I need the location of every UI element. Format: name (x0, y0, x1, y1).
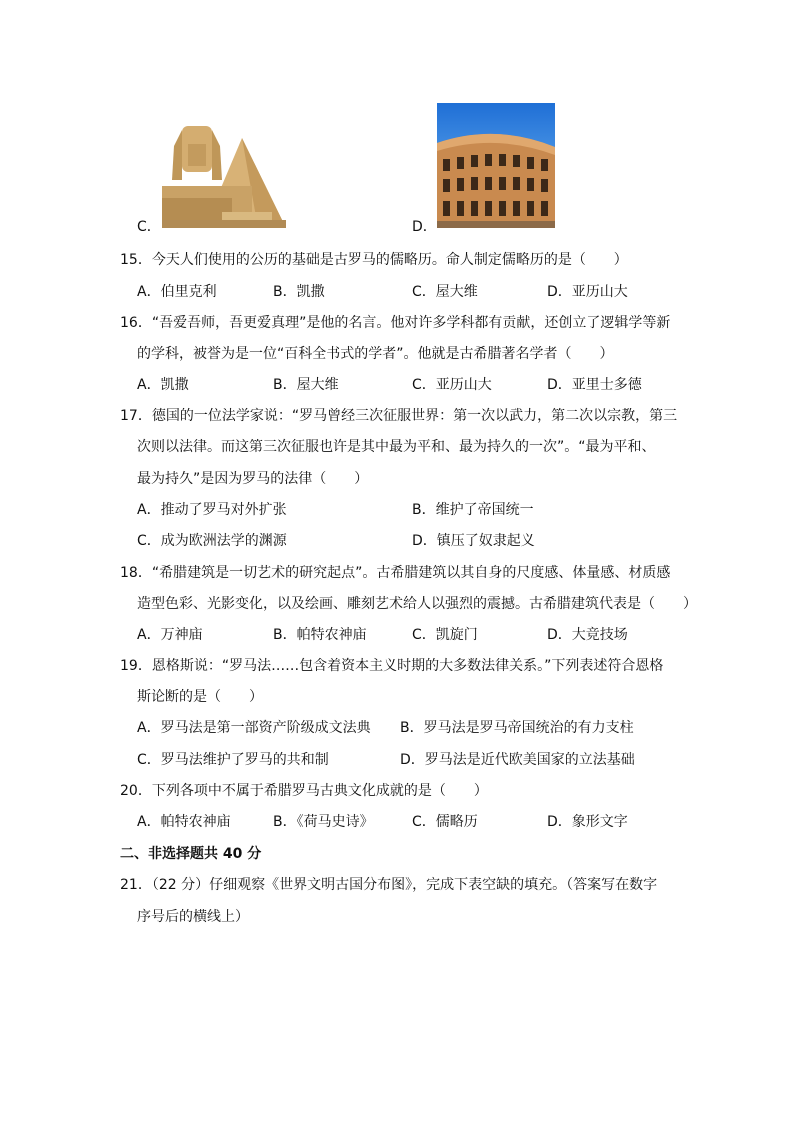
q20-option-a: A．帕特农神庙 (137, 814, 231, 830)
question-18-line1: 18．“希腊建筑是一切艺术的研究起点”。古希腊建筑以其自身的尺度感、体量感、材质感 (120, 565, 671, 581)
option-d-image (437, 103, 555, 228)
q16-option-a: A．凯撒 (137, 377, 189, 393)
q20-option-d: D．象形文字 (547, 814, 628, 830)
question-17-line1: 17．德国的一位法学家说：“罗马曾经三次征服世界：第一次以武力，第二次以宗教，第三 (120, 408, 678, 424)
q19-option-d: D．罗马法是近代欧美国家的立法基础 (400, 752, 635, 768)
q15-option-a: A．伯里克利 (137, 284, 217, 300)
question-17-line2: 次则以法律。而这第三次征服也许是其中最为平和、最为持久的一次”。“最为平和、 (137, 439, 656, 455)
question-17-line3: 最为持久”是因为罗马的法律（ ） (137, 471, 369, 487)
q17-option-a: A．推动了罗马对外扩张 (137, 502, 287, 518)
q18-option-a: A．万神庙 (137, 627, 203, 643)
q19-option-b: B．罗马法是罗马帝国统治的有力支柱 (400, 720, 634, 736)
q18-option-d: D．大竞技场 (547, 627, 628, 643)
question-19-line2: 斯论断的是（ ） (137, 689, 263, 705)
option-d-label: D． (412, 219, 437, 235)
question-15: 15．今天人们使用的公历的基础是古罗马的儒略历。命人制定儒略历的是（ ） (120, 252, 628, 268)
q15-option-c: C．屋大维 (412, 284, 478, 300)
q17-option-c: C．成为欧洲法学的渊源 (137, 533, 287, 549)
section-2-title: 二、非选择题共 40 分 (120, 846, 262, 862)
option-c-label: C． (137, 219, 161, 235)
question-16-line1: 16．“吾爱吾师，吾更爱真理”是他的名言。他对许多学科都有贡献，还创立了逻辑学等新 (120, 315, 671, 331)
q18-option-b: B．帕特农神庙 (273, 627, 367, 643)
question-18-line2: 造型色彩、光影变化，以及绘画、雕刻艺术给人以强烈的震撼。古希腊建筑代表是（ ） (137, 596, 697, 612)
q18-option-c: C．凯旋门 (412, 627, 478, 643)
q15-option-d: D．亚历山大 (547, 284, 628, 300)
q19-option-a: A．罗马法是第一部资产阶级成文法典 (137, 720, 371, 736)
q19-option-c: C．罗马法维护了罗马的共和制 (137, 752, 329, 768)
question-19-line1: 19．恩格斯说：“罗马法……包含着资本主义时期的大多数法律关系。”下列表述符合恩格 (120, 658, 664, 674)
q16-option-c: C．亚历山大 (412, 377, 492, 393)
q17-option-b: B．维护了帝国统一 (412, 502, 534, 518)
q20-option-b: B．《荷马史诗》 (273, 814, 374, 830)
question-20: 20．下列各项中不属于希腊罗马古典文化成就的是（ ） (120, 783, 488, 799)
option-c-image (162, 116, 286, 228)
q16-option-b: B．屋大维 (273, 377, 339, 393)
q15-option-b: B．凯撒 (273, 284, 325, 300)
question-16-line2: 的学科，被誉为是一位“百科全书式的学者”。他就是古希腊著名学者（ ） (137, 346, 614, 362)
q17-option-d: D．镇压了奴隶起义 (412, 533, 535, 549)
question-21-line2: 序号后的横线上） (137, 909, 249, 925)
q16-option-d: D．亚里士多德 (547, 377, 642, 393)
question-21-line1: 21．（22 分）仔细观察《世界文明古国分布图》，完成下表空缺的填充。（答案写在数字 (120, 877, 658, 893)
q20-option-c: C．儒略历 (412, 814, 478, 830)
